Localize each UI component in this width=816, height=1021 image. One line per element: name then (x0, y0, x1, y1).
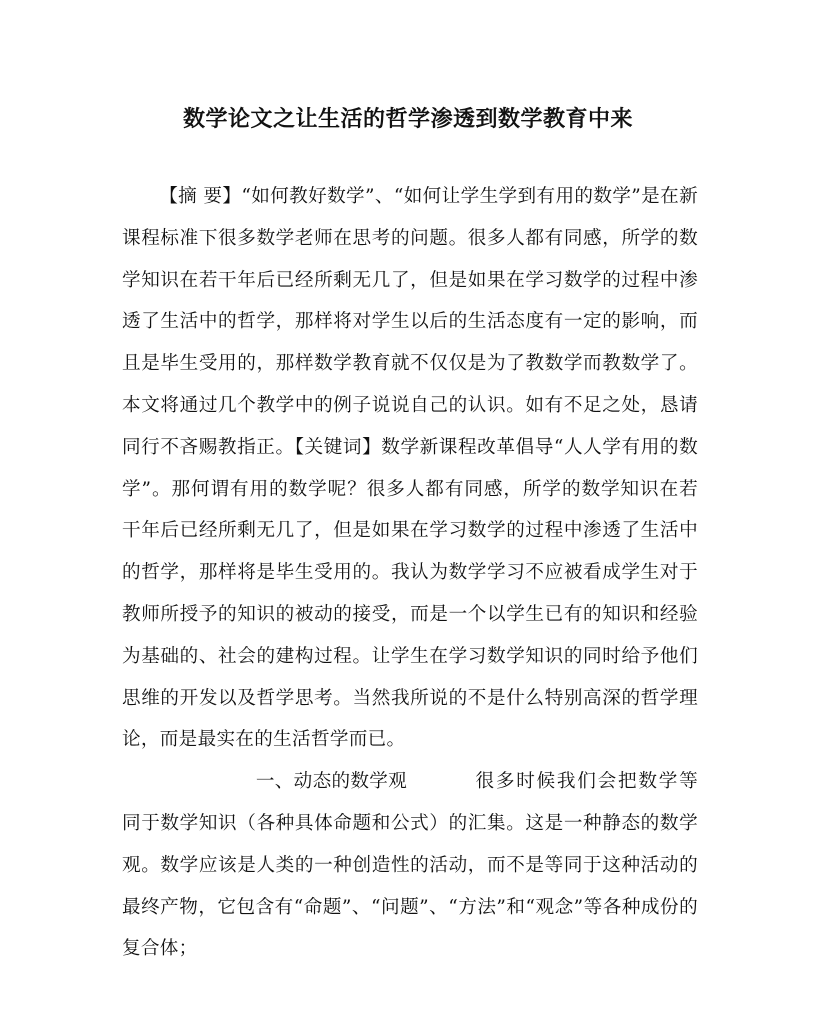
section-heading: 一、动态的数学观 (255, 771, 408, 793)
section-text: 很多时候我们会把数学等同于数学知识（各种具体命题和公式）的汇集。这是一种静态的数学观。数学应该是人类的一种创造性的活动，而不是等同于这种活动的最终产物，它包含有“命题”、“问题”、“方法”和“观念”等各种成份的复合体； (122, 771, 698, 960)
document-title: 数学论文之让生活的哲学渗透到数学教育中来 (182, 106, 633, 132)
document-body (122, 176, 698, 970)
abstract-paragraph: 【摘 要】“如何教好数学”、“如何让学生学到有用的数学”是在新课程标准下很多数学老师在思考的问题。很多人都有同感，所学的数学知识在若干年后已经所剩无几了，但是如果在学习数学的过程中渗透了生活中的哲学，那样将对学生以后的生活态度有一定的影响，而且是毕生受用的，那样数学教育就不仅仅是为了教数学而教数学了。本文将通过几个教学中的例子说说自己的认识。如有不足之处，恳请同行不吝赐教指正。【关键词】数学新课程改革倡导“人人学有用的数学”。那何谓有用的数学呢？很多人都有同感，所学的数学知识在若干年后已经所剩无几了，但是如果在学习数学的过程中渗透了生活中的哲学，那样将是毕生受用的。我认为数学学习不应被看成学生对于教师所授予的知识的被动的接受，而是一个以学生已有的知识和经验为基础的、社会的建构过程。让学生在学习数学知识的同时给予他们思维的开发以及哲学思考。当然我所说的不是什么特别高深的哲学理论，而是最实在的生活哲学而已。 (122, 186, 698, 751)
section-paragraph (122, 761, 698, 970)
